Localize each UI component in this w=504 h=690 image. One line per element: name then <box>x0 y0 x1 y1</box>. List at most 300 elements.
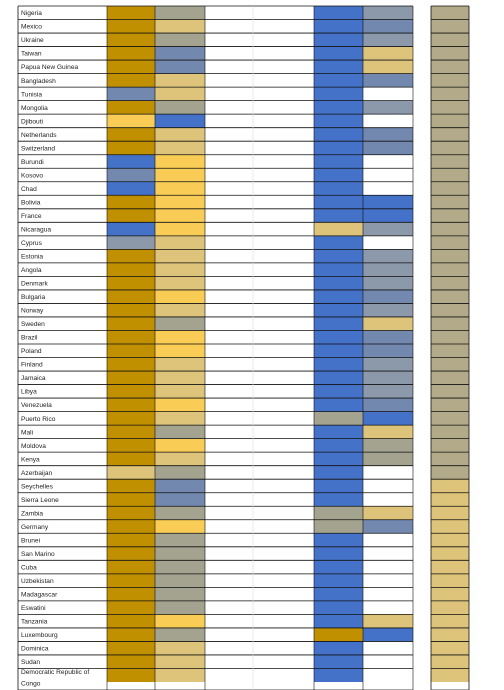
cell-r12-c7 <box>431 168 469 182</box>
cell-r28-c6 <box>413 385 431 399</box>
cell-r22-c0 <box>107 303 155 317</box>
cell-r46-c2 <box>205 628 253 642</box>
cell-r24-c4 <box>314 330 363 344</box>
cell-r4-c1 <box>155 60 205 74</box>
cell-r49-c5 <box>363 668 413 682</box>
cell-r46-c3 <box>253 628 302 642</box>
cell-r49-c7 <box>431 668 469 682</box>
cell-r49-c3 <box>253 668 302 682</box>
cell-r10-c5 <box>363 141 413 155</box>
cell-r1-c5 <box>363 20 413 34</box>
cell-r32-c2 <box>205 439 253 453</box>
cell-r40-c7 <box>431 547 469 561</box>
row-label: Madagascar <box>21 591 58 599</box>
row-label: Netherlands <box>21 131 57 139</box>
cell-r20-c1 <box>155 276 205 290</box>
cell-r16-c6 <box>413 222 431 236</box>
cell-r39-c3 <box>253 533 302 547</box>
cell-r45-c5 <box>363 614 413 628</box>
cell-r18-c5 <box>363 249 413 263</box>
row-label: Poland <box>21 348 42 356</box>
cell-r4-c5 <box>363 60 413 74</box>
cell-r31-c0 <box>107 425 155 439</box>
cell-r27-c7 <box>431 371 469 385</box>
cell-r12-c4 <box>314 168 363 182</box>
cell-r7-c5 <box>363 101 413 115</box>
cell-r29-c2 <box>205 398 253 412</box>
cell-r17-c6 <box>413 236 431 250</box>
row-label: Bulgaria <box>21 294 46 302</box>
cell-r41-c1 <box>155 560 205 574</box>
cell-r14-c3 <box>253 195 302 209</box>
cell-r43-c7 <box>431 587 469 601</box>
cell-r14-c7 <box>431 195 469 209</box>
cell-r43-c6 <box>413 587 431 601</box>
cell-r27-c6 <box>413 371 431 385</box>
cell-r48-c4 <box>314 655 363 669</box>
cell-r32-c4 <box>314 439 363 453</box>
cell-r35-c3 <box>253 479 302 493</box>
cell-r9-c1 <box>155 128 205 142</box>
cell-r19-c4 <box>314 263 363 277</box>
cell-r18-c3 <box>253 249 302 263</box>
row-label: Nicaragua <box>21 226 52 234</box>
cell-r0-c7 <box>431 6 469 20</box>
cell-r13-c5 <box>363 182 413 196</box>
cell-r28-c1 <box>155 385 205 399</box>
cell-r15-c0 <box>107 209 155 223</box>
cell-r48-c5 <box>363 655 413 669</box>
row-label: Azerbaijan <box>21 469 53 477</box>
cell-r42-c7 <box>431 574 469 588</box>
cell-r49-c2 <box>205 668 253 682</box>
cell-r14-c0 <box>107 195 155 209</box>
cell-r16-c4 <box>314 222 363 236</box>
cell-r0-c3 <box>253 6 302 20</box>
cell-r42-c0 <box>107 574 155 588</box>
cell-r33-c4 <box>314 452 363 466</box>
cell-r42-c4 <box>314 574 363 588</box>
cell-r22-c7 <box>431 303 469 317</box>
cell-r26-c4 <box>314 358 363 372</box>
cell-r2-c1 <box>155 33 205 47</box>
cell-r33-c6 <box>413 452 431 466</box>
cell-r15-c2 <box>205 209 253 223</box>
cell-r36-c3 <box>253 493 302 507</box>
row-label: Uzbekistan <box>21 578 54 585</box>
cell-r21-c0 <box>107 290 155 304</box>
cell-r30-c1 <box>155 412 205 426</box>
cell-r37-c4 <box>314 506 363 520</box>
cell-r11-c0 <box>107 155 155 169</box>
cell-r44-c2 <box>205 601 253 615</box>
cell-r22-c5 <box>363 303 413 317</box>
cell-r19-c0 <box>107 263 155 277</box>
cell-r37-c3 <box>253 506 302 520</box>
cell-r39-c7 <box>431 533 469 547</box>
cell-r29-c0 <box>107 398 155 412</box>
cell-r28-c5 <box>363 385 413 399</box>
row-label: Mali <box>21 429 34 437</box>
cell-r46-c6 <box>413 628 431 642</box>
cell-r5-c6 <box>413 74 431 88</box>
cell-r18-c4 <box>314 249 363 263</box>
cell-r47-c0 <box>107 641 155 655</box>
cell-r21-c7 <box>431 290 469 304</box>
cell-r19-c6 <box>413 263 431 277</box>
cell-r17-c4 <box>314 236 363 250</box>
cell-r7-c2 <box>205 101 253 115</box>
cell-r30-c7 <box>431 412 469 426</box>
cell-r41-c4 <box>314 560 363 574</box>
row-label: Norway <box>21 307 44 315</box>
row-label: Djibouti <box>21 118 43 126</box>
cell-r21-c3 <box>253 290 302 304</box>
cell-r27-c5 <box>363 371 413 385</box>
row-label: Tunisia <box>21 91 43 99</box>
cell-r3-c3 <box>253 47 302 61</box>
cell-r10-c6 <box>413 141 431 155</box>
cell-r4-c3 <box>253 60 302 74</box>
cell-r13-c2 <box>205 182 253 196</box>
cell-r9-c3 <box>253 128 302 142</box>
cell-r47-c4 <box>314 641 363 655</box>
cell-r26-c0 <box>107 358 155 372</box>
cell-r13-c1 <box>155 182 205 196</box>
row-label: Brazil <box>21 334 38 342</box>
cell-r26-c6 <box>413 358 431 372</box>
cell-r2-c4 <box>314 33 363 47</box>
cell-r13-c3 <box>253 182 302 196</box>
cell-r15-c3 <box>253 209 302 223</box>
cell-r5-c4 <box>314 74 363 88</box>
cell-r35-c5 <box>363 479 413 493</box>
cell-r3-c7 <box>431 47 469 61</box>
cell-r18-c1 <box>155 249 205 263</box>
row-label: Puerto Rico <box>21 415 56 423</box>
cell-r5-c3 <box>253 74 302 88</box>
row-label: Mongolia <box>21 104 48 112</box>
cell-r41-c6 <box>413 560 431 574</box>
cell-r49-c4 <box>314 668 363 682</box>
cell-r35-c6 <box>413 479 431 493</box>
cell-r47-c5 <box>363 641 413 655</box>
cell-r45-c3 <box>253 614 302 628</box>
cell-r31-c7 <box>431 425 469 439</box>
cell-r36-c1 <box>155 493 205 507</box>
cell-r17-c2 <box>205 236 253 250</box>
cell-r37-c6 <box>413 506 431 520</box>
cell-r48-c6 <box>413 655 431 669</box>
cell-r19-c7 <box>431 263 469 277</box>
cell-r20-c0 <box>107 276 155 290</box>
cell-r24-c7 <box>431 330 469 344</box>
row-label: Finland <box>21 361 43 369</box>
cell-r44-c6 <box>413 601 431 615</box>
cell-r16-c7 <box>431 222 469 236</box>
cell-r1-c7 <box>431 20 469 34</box>
cell-r23-c0 <box>107 317 155 331</box>
cell-r37-c2 <box>205 506 253 520</box>
cell-r39-c5 <box>363 533 413 547</box>
cell-r49-c0 <box>107 668 155 682</box>
row-label: Moldova <box>21 442 46 450</box>
cell-r41-c3 <box>253 560 302 574</box>
cell-r37-c5 <box>363 506 413 520</box>
cell-r0-c2 <box>205 6 253 20</box>
cell-r29-c6 <box>413 398 431 412</box>
cell-r24-c3 <box>253 330 302 344</box>
cell-r44-c7 <box>431 601 469 615</box>
cell-r43-c4 <box>314 587 363 601</box>
cell-r14-c2 <box>205 195 253 209</box>
cell-r11-c4 <box>314 155 363 169</box>
cell-r6-c2 <box>205 87 253 101</box>
cell-r48-c7 <box>431 655 469 669</box>
cell-r28-c3 <box>253 385 302 399</box>
cell-r3-c6 <box>413 47 431 61</box>
cell-r41-c2 <box>205 560 253 574</box>
cell-r12-c3 <box>253 168 302 182</box>
cell-r23-c2 <box>205 317 253 331</box>
cell-r15-c5 <box>363 209 413 223</box>
cell-r2-c7 <box>431 33 469 47</box>
cell-r0-c5 <box>363 6 413 20</box>
cell-r43-c2 <box>205 587 253 601</box>
cell-r47-c2 <box>205 641 253 655</box>
row-label: Nigeria <box>21 10 42 18</box>
cell-r38-c2 <box>205 520 253 534</box>
cell-r15-c1 <box>155 209 205 223</box>
cell-r34-c3 <box>253 466 302 480</box>
row-label: Switzerland <box>21 145 56 153</box>
cell-r27-c4 <box>314 371 363 385</box>
cell-r19-c1 <box>155 263 205 277</box>
cell-r5-c0 <box>107 74 155 88</box>
row-label: Zambia <box>21 510 43 518</box>
cell-r46-c4 <box>314 628 363 642</box>
cell-r37-c0 <box>107 506 155 520</box>
cell-r30-c3 <box>253 412 302 426</box>
cell-r12-c2 <box>205 168 253 182</box>
cell-r38-c5 <box>363 520 413 534</box>
cell-r24-c0 <box>107 330 155 344</box>
cell-r38-c0 <box>107 520 155 534</box>
cell-r16-c1 <box>155 222 205 236</box>
cell-r4-c4 <box>314 60 363 74</box>
cell-r17-c5 <box>363 236 413 250</box>
cell-r19-c2 <box>205 263 253 277</box>
cell-r6-c6 <box>413 87 431 101</box>
cell-r24-c5 <box>363 330 413 344</box>
cell-r43-c5 <box>363 587 413 601</box>
cell-r35-c0 <box>107 479 155 493</box>
cell-r21-c5 <box>363 290 413 304</box>
cell-r7-c1 <box>155 101 205 115</box>
cell-r1-c1 <box>155 20 205 34</box>
cell-r27-c1 <box>155 371 205 385</box>
cell-r28-c7 <box>431 385 469 399</box>
cell-r3-c5 <box>363 47 413 61</box>
cell-r36-c7 <box>431 493 469 507</box>
cell-r26-c5 <box>363 358 413 372</box>
cell-r34-c6 <box>413 466 431 480</box>
cell-r7-c3 <box>253 101 302 115</box>
cell-r25-c6 <box>413 344 431 358</box>
cell-r6-c0 <box>107 87 155 101</box>
cell-r1-c6 <box>413 20 431 34</box>
cell-r16-c3 <box>253 222 302 236</box>
cell-r44-c5 <box>363 601 413 615</box>
cell-r17-c1 <box>155 236 205 250</box>
cell-r41-c7 <box>431 560 469 574</box>
cell-r40-c0 <box>107 547 155 561</box>
cell-r7-c7 <box>431 101 469 115</box>
cell-r30-c4 <box>314 412 363 426</box>
cell-r27-c2 <box>205 371 253 385</box>
cell-r30-c5 <box>363 412 413 426</box>
cell-r45-c1 <box>155 614 205 628</box>
cell-r7-c0 <box>107 101 155 115</box>
cell-r35-c4 <box>314 479 363 493</box>
cell-r12-c5 <box>363 168 413 182</box>
row-label: Burundi <box>21 158 44 166</box>
cell-r49-c6 <box>413 668 431 682</box>
cell-r10-c4 <box>314 141 363 155</box>
cell-r15-c6 <box>413 209 431 223</box>
cell-r21-c2 <box>205 290 253 304</box>
cell-r11-c5 <box>363 155 413 169</box>
row-label: Bolivia <box>21 199 41 207</box>
cell-r5-c1 <box>155 74 205 88</box>
cell-r5-c5 <box>363 74 413 88</box>
cell-r10-c0 <box>107 141 155 155</box>
cell-r20-c4 <box>314 276 363 290</box>
cell-r38-c7 <box>431 520 469 534</box>
cell-r32-c5 <box>363 439 413 453</box>
cell-r40-c2 <box>205 547 253 561</box>
cell-r42-c2 <box>205 574 253 588</box>
cell-r37-c1 <box>155 506 205 520</box>
cell-r5-c2 <box>205 74 253 88</box>
cell-r37-c7 <box>431 506 469 520</box>
cell-r40-c5 <box>363 547 413 561</box>
cell-r3-c4 <box>314 47 363 61</box>
cell-r2-c0 <box>107 33 155 47</box>
cell-r8-c0 <box>107 114 155 128</box>
row-label: Sudan <box>21 659 41 667</box>
row-label: Sierra Leone <box>21 496 59 504</box>
cell-r26-c3 <box>253 358 302 372</box>
cell-r20-c5 <box>363 276 413 290</box>
cell-r28-c0 <box>107 385 155 399</box>
cell-r46-c7 <box>431 628 469 642</box>
cell-r16-c0 <box>107 222 155 236</box>
cell-r35-c2 <box>205 479 253 493</box>
row-label: France <box>21 212 42 220</box>
cell-r25-c2 <box>205 344 253 358</box>
cell-r47-c7 <box>431 641 469 655</box>
cell-r26-c1 <box>155 358 205 372</box>
cell-r34-c7 <box>431 466 469 480</box>
cell-r8-c2 <box>205 114 253 128</box>
cell-r11-c7 <box>431 155 469 169</box>
cell-r6-c7 <box>431 87 469 101</box>
cell-r33-c3 <box>253 452 302 466</box>
cell-r32-c7 <box>431 439 469 453</box>
cell-r13-c7 <box>431 182 469 196</box>
cell-r23-c1 <box>155 317 205 331</box>
cell-r48-c0 <box>107 655 155 669</box>
cell-r48-c3 <box>253 655 302 669</box>
cell-r13-c4 <box>314 182 363 196</box>
cell-r2-c5 <box>363 33 413 47</box>
cell-r4-c0 <box>107 60 155 74</box>
cell-r46-c5 <box>363 628 413 642</box>
cell-r9-c2 <box>205 128 253 142</box>
cell-r39-c0 <box>107 533 155 547</box>
row-label: Taiwan <box>21 50 42 58</box>
cell-r25-c3 <box>253 344 302 358</box>
row-label: Cyprus <box>21 240 42 247</box>
cell-r18-c6 <box>413 249 431 263</box>
row-label: Kosovo <box>21 172 43 180</box>
cell-r33-c5 <box>363 452 413 466</box>
cell-r22-c6 <box>413 303 431 317</box>
cell-r14-c1 <box>155 195 205 209</box>
cell-r38-c3 <box>253 520 302 534</box>
cell-r18-c7 <box>431 249 469 263</box>
cell-r36-c6 <box>413 493 431 507</box>
cell-r25-c1 <box>155 344 205 358</box>
cell-r18-c2 <box>205 249 253 263</box>
cell-r22-c4 <box>314 303 363 317</box>
cell-r22-c2 <box>205 303 253 317</box>
cell-r36-c0 <box>107 493 155 507</box>
cell-r31-c2 <box>205 425 253 439</box>
cell-r1-c4 <box>314 20 363 34</box>
row-label: Tanzania <box>21 618 48 626</box>
cell-r29-c1 <box>155 398 205 412</box>
cell-r28-c2 <box>205 385 253 399</box>
cell-r10-c7 <box>431 141 469 155</box>
cell-r48-c1 <box>155 655 205 669</box>
cell-r20-c2 <box>205 276 253 290</box>
cell-r9-c4 <box>314 128 363 142</box>
cell-r43-c3 <box>253 587 302 601</box>
row-label: Seychelles <box>21 483 53 491</box>
cell-r38-c6 <box>413 520 431 534</box>
cell-r46-c0 <box>107 628 155 642</box>
row-label: Estonia <box>21 253 43 261</box>
cell-r41-c0 <box>107 560 155 574</box>
row-label: Angola <box>21 267 42 275</box>
cell-r39-c1 <box>155 533 205 547</box>
cell-r15-c7 <box>431 209 469 223</box>
cell-r9-c6 <box>413 128 431 142</box>
cell-r40-c3 <box>253 547 302 561</box>
cell-r23-c6 <box>413 317 431 331</box>
cell-r6-c5 <box>363 87 413 101</box>
cell-r34-c2 <box>205 466 253 480</box>
cell-r40-c4 <box>314 547 363 561</box>
cell-r0-c0 <box>107 6 155 20</box>
cell-r39-c4 <box>314 533 363 547</box>
cell-r45-c6 <box>413 614 431 628</box>
cell-r23-c7 <box>431 317 469 331</box>
cell-r45-c2 <box>205 614 253 628</box>
cell-r17-c3 <box>253 236 302 250</box>
